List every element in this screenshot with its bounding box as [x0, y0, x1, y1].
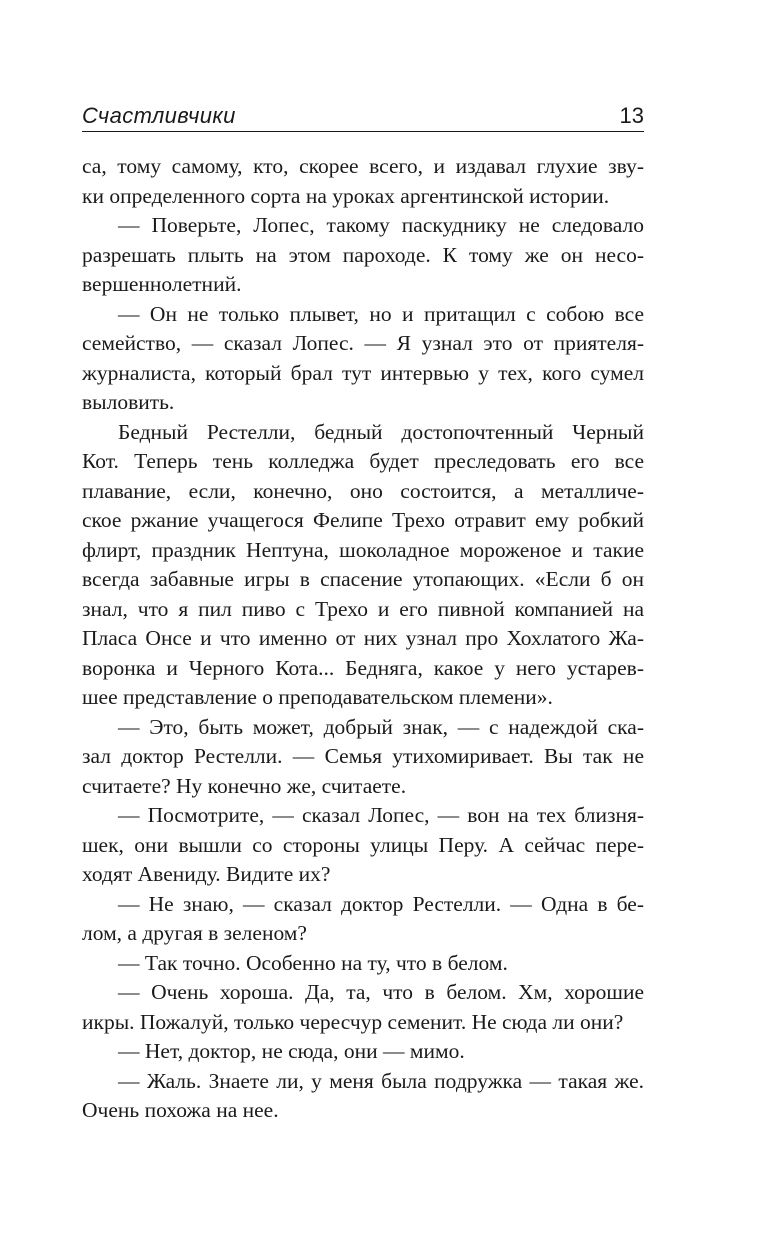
text-line: ки определенного сорта на уроках аргентинской истории.	[82, 183, 610, 208]
text-line: вершеннолетний.	[82, 272, 242, 296]
text-line: ское ржание учащегося Фелипе Трехо отравит ему робкий	[82, 508, 644, 532]
text-line: всегда забавные игры в спасение утопающих. «Если б он	[82, 567, 644, 591]
text-line: лом, а другая в зеленом?	[82, 921, 307, 945]
text-line: — Очень хороша. Да, та, что в белом. Хм, хорошие	[118, 980, 644, 1004]
text-line: воронка и Черного Кота... Бедняга, какое у него устарев-	[82, 655, 644, 680]
page-header	[82, 96, 644, 130]
running-title: Счастливчики	[82, 103, 236, 128]
text-line: — Посмотрите, — сказал Лопес, — вон на тех близня-	[118, 803, 644, 827]
text-line: знал, что я пил пиво с Трехо и его пивной компанией на	[82, 596, 644, 621]
text-line: журналиста, который брал тут интервью у тех, кого сумел	[82, 360, 644, 385]
text-line: шек, они вышли со стороны улицы Перу. А сейчас пере-	[82, 832, 644, 857]
text-line: флирт, праздник Нептуна, шоколадное мороженое и такие	[82, 537, 644, 562]
text-line: ходят Авениду. Видите их?	[82, 862, 331, 886]
text-line: Кот. Теперь тень колледжа будет преследовать его все	[82, 449, 644, 473]
text-line: Очень похожа на нее.	[82, 1098, 279, 1122]
text-line: — Поверьте, Лопес, такому паскуднику не следовало	[118, 213, 644, 237]
text-line: плавание, если, конечно, оно состоится, а металличе-	[82, 478, 644, 503]
text-line: Пласа Онсе и что именно от них узнал про Хохлатого Жа-	[82, 626, 644, 650]
text-line: са, тому самому, кто, скорее всего, и издавал глухие зву-	[82, 154, 644, 178]
text-line: — Не знаю, — сказал доктор Рестелли. — Одна в бе-	[118, 891, 644, 916]
text-line: — Нет, доктор, не сюда, они — мимо.	[118, 1039, 465, 1063]
text-line: зал доктор Рестелли. — Семья утихомиривает. Вы так не	[82, 744, 644, 768]
body-text	[82, 152, 644, 1126]
text-line: считаете? Ну конечно же, считаете.	[82, 773, 407, 798]
page-number: 13	[619, 103, 644, 128]
text-line: икры. Пожалуй, только чересчур семенит. Не сюда ли они?	[82, 1009, 624, 1034]
text-line: шее представление о преподавательском племени».	[82, 685, 553, 709]
text-line: Бедный Рестелли, бедный достопочтенный Черный	[118, 419, 644, 444]
text-line: разрешать плыть на этом пароходе. К тому же он несо-	[82, 242, 644, 267]
text-line: — Жаль. Знаете ли, у меня была подружка — такая же.	[118, 1068, 644, 1093]
text-line: — Это, быть может, добрый знак, — с надеждой ска-	[118, 714, 644, 739]
text-line: — Он не только плывет, но и притащил с собою все	[118, 301, 644, 326]
text-line: — Так точно. Особенно на ту, что в белом.	[118, 950, 508, 975]
header-rule	[82, 131, 644, 132]
text-line: семейство, — сказал Лопес. — Я узнал это от приятеля-	[82, 331, 644, 355]
text-line: выловить.	[82, 390, 175, 414]
